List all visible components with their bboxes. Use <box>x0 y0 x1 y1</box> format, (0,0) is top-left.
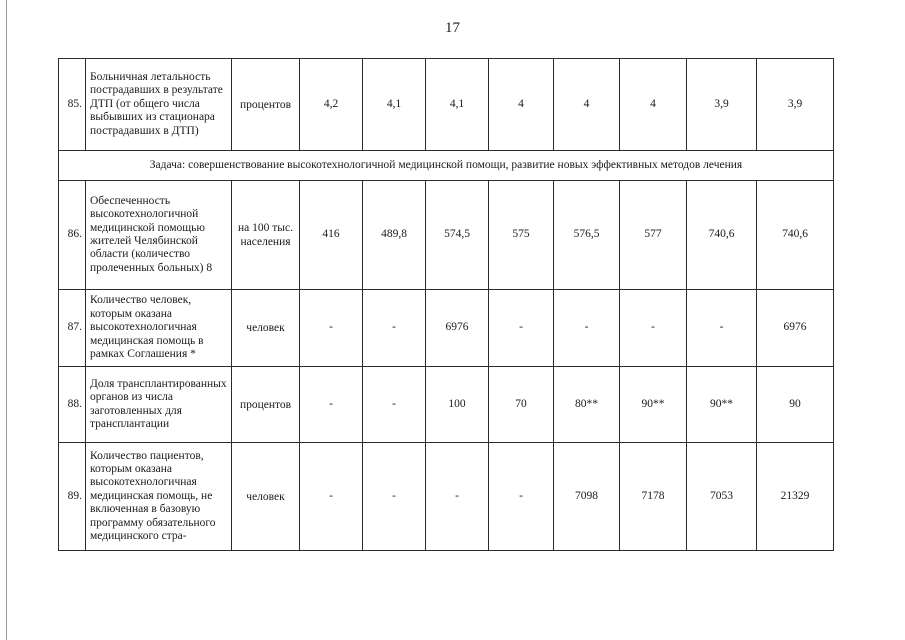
value-cell: 3,9 <box>757 59 834 151</box>
row-number: 88. <box>59 367 86 443</box>
unit-cell: процентов <box>232 59 300 151</box>
table-row <box>59 367 834 443</box>
value-cell: - <box>489 290 554 367</box>
value-cell: - <box>489 443 554 551</box>
value-cell: 416 <box>300 181 363 290</box>
page-edge-line <box>6 0 7 640</box>
value-cell: - <box>426 443 489 551</box>
indicator-name: Обеспеченность высокотехнологичной медицинской помощью жителей Челябинской области (количество пролеченных больных) 8 <box>86 181 232 290</box>
value-cell: 6976 <box>757 290 834 367</box>
row-number: 85. <box>59 59 86 151</box>
value-cell: 21329 <box>757 443 834 551</box>
unit-cell: на 100 тыс. населения <box>232 181 300 290</box>
value-cell: 489,8 <box>363 181 426 290</box>
value-cell: 7053 <box>687 443 757 551</box>
indicator-name: Количество пациентов, которым оказана высокотехнологичная медицинская помощь, не включенная в базовую программу обязательного медицинского стра- <box>86 443 232 551</box>
value-cell: 4,1 <box>426 59 489 151</box>
unit-cell: процентов <box>232 367 300 443</box>
row-number: 87. <box>59 290 86 367</box>
value-cell: 4,2 <box>300 59 363 151</box>
value-cell: 576,5 <box>554 181 620 290</box>
task-heading: Задача: совершенствование высокотехнологичной медицинской помощи, развитие новых эффективных методов лечения <box>59 151 834 181</box>
unit-cell: человек <box>232 290 300 367</box>
value-cell: 7178 <box>620 443 687 551</box>
page-number: 17 <box>445 20 460 36</box>
value-cell: - <box>363 367 426 443</box>
value-cell: 4,1 <box>363 59 426 151</box>
table-row <box>59 181 834 290</box>
indicator-name-text: Больничная летальность пострадавших в результате ДТП (от общего числа выбывших из стационара пострадавших в ДТП) <box>90 70 223 137</box>
value-cell: 4 <box>620 59 687 151</box>
table-row <box>59 443 834 551</box>
value-cell: 574,5 <box>426 181 489 290</box>
value-cell: - <box>300 290 363 367</box>
value-cell: 90** <box>687 367 757 443</box>
value-cell: 4 <box>554 59 620 151</box>
value-cell: 90** <box>620 367 687 443</box>
value-cell: 6976 <box>426 290 489 367</box>
value-cell: - <box>363 443 426 551</box>
value-cell: 80** <box>554 367 620 443</box>
value-cell: 575 <box>489 181 554 290</box>
value-cell: - <box>554 290 620 367</box>
value-cell: 90 <box>757 367 834 443</box>
unit-cell: человек <box>232 443 300 551</box>
value-cell: - <box>300 443 363 551</box>
indicator-name: Доля трансплантированных органов из числа заготовленных для трансплантации <box>86 367 232 443</box>
table-row <box>59 290 834 367</box>
value-cell: 7098 <box>554 443 620 551</box>
value-cell: - <box>687 290 757 367</box>
value-cell: 70 <box>489 367 554 443</box>
table-row <box>59 59 834 151</box>
value-cell: 740,6 <box>757 181 834 290</box>
value-cell: - <box>363 290 426 367</box>
row-number: 86. <box>59 181 86 290</box>
indicators-table <box>58 58 834 551</box>
row-number: 89. <box>59 443 86 551</box>
value-cell: 100 <box>426 367 489 443</box>
indicator-name <box>86 59 232 151</box>
value-cell: 577 <box>620 181 687 290</box>
value-cell: 740,6 <box>687 181 757 290</box>
value-cell: 3,9 <box>687 59 757 151</box>
value-cell: 4 <box>489 59 554 151</box>
task-row <box>59 151 834 181</box>
value-cell: - <box>620 290 687 367</box>
value-cell: - <box>300 367 363 443</box>
indicator-name: Количество человек, которым оказана высокотехнологичная медицинская помощь в рамках Соглашения * <box>86 290 232 367</box>
